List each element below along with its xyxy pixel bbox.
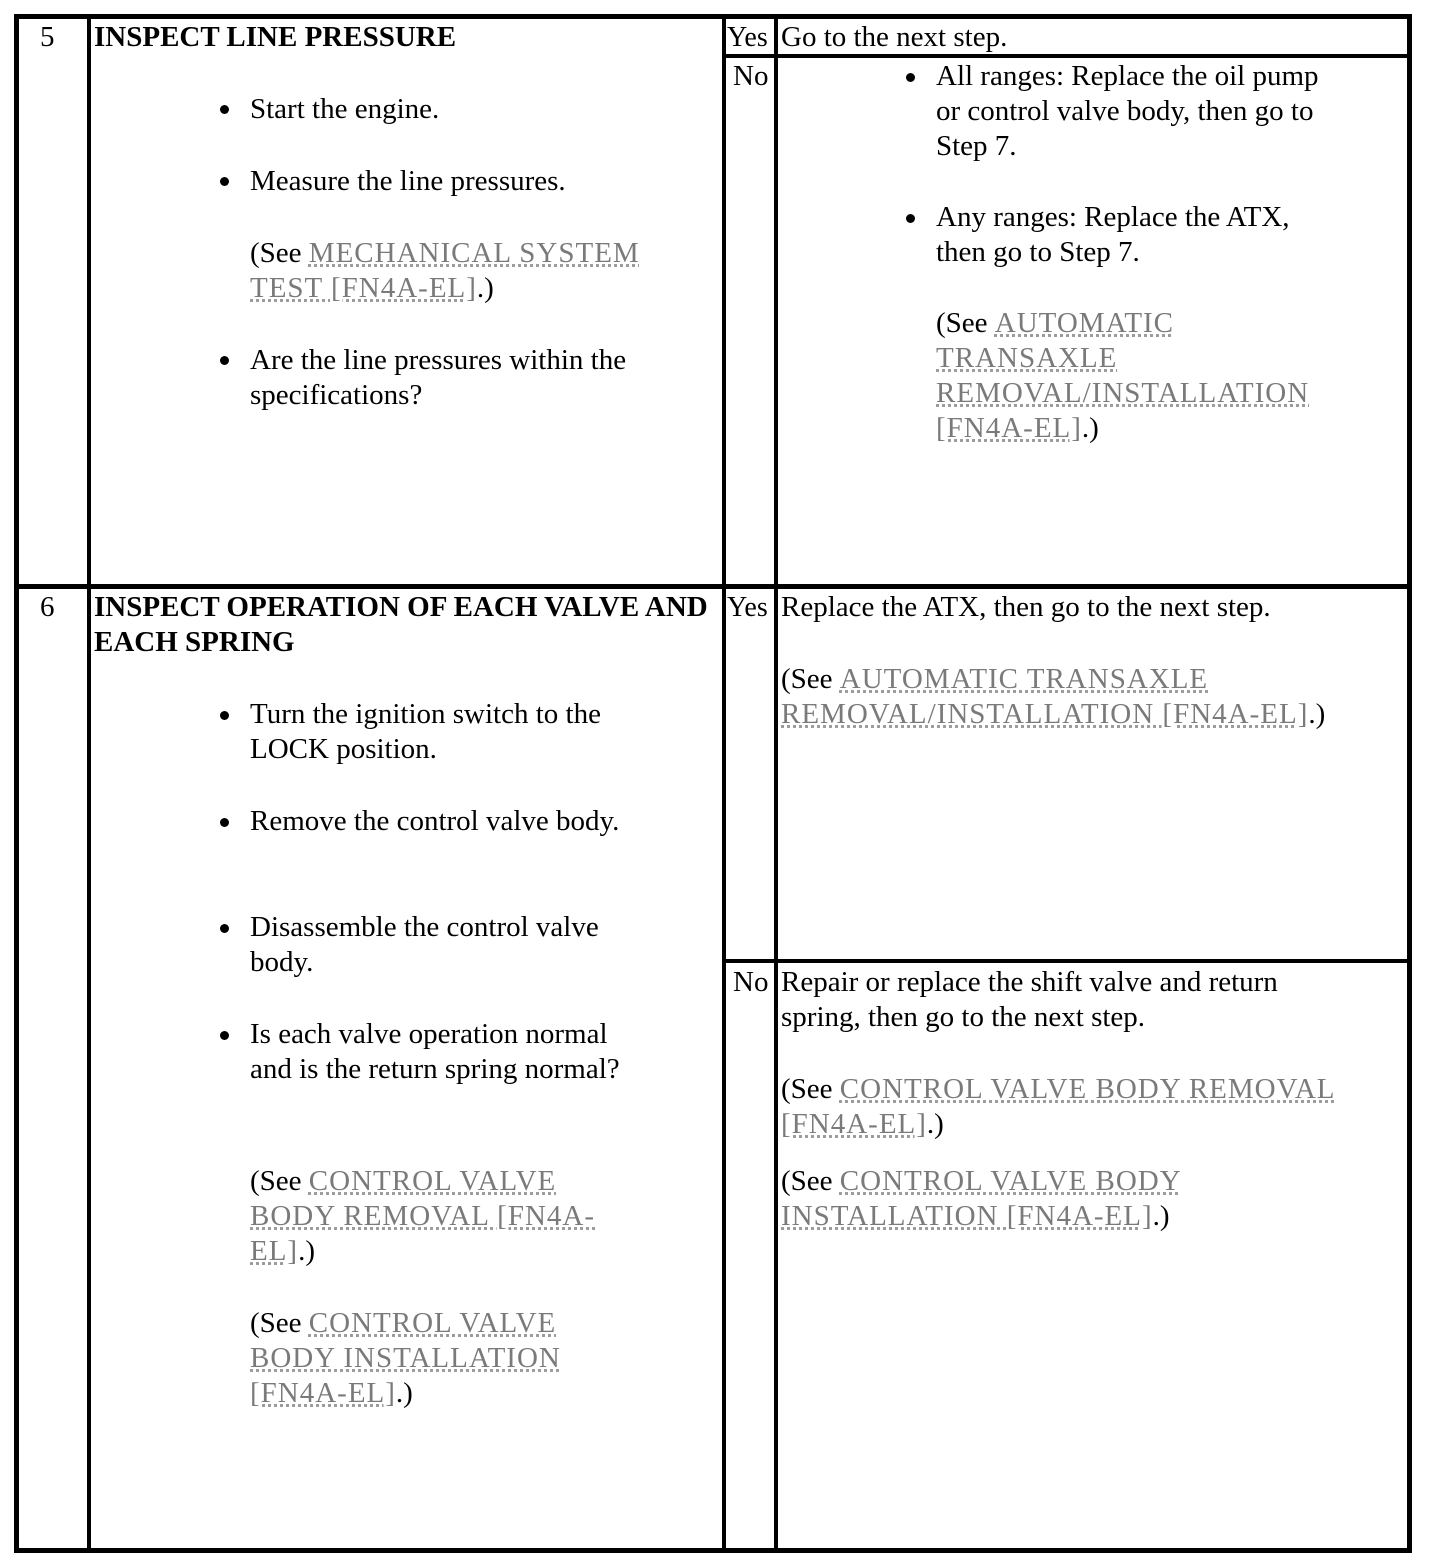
yes-label: Yes	[727, 592, 768, 623]
reference-prefix: (See	[250, 1165, 309, 1197]
list-item: Start the engine.	[250, 93, 440, 125]
reference-note	[250, 1164, 630, 1269]
list-item: All ranges: Replace the oil pump or control valve body, then go to Step 7.	[936, 60, 1319, 162]
row-divider-5-6	[14, 584, 1412, 589]
automatic-transaxle-removal-installation-link[interactable]: AUTOMATIC TRANSAXLE REMOVAL/INSTALLATION [FN4A-EL]	[936, 307, 1310, 444]
reference-prefix: (See	[250, 237, 309, 269]
bullet-icon	[906, 73, 915, 82]
control-valve-body-removal-link[interactable]: CONTROL VALVE BODY REMOVAL [FN4A-EL]	[781, 1073, 1336, 1140]
no-label: No	[733, 60, 769, 92]
reference-note	[781, 662, 1381, 732]
list-item: Turn the ignition switch to the LOCK position.	[250, 698, 601, 765]
step-number: 6	[40, 591, 55, 623]
table-border-right	[1407, 14, 1412, 1553]
yes-action: Replace the ATX, then go to the next step.	[781, 591, 1271, 623]
bullet-icon	[220, 818, 229, 827]
bullet-icon	[220, 1031, 229, 1040]
no-label: No	[733, 966, 769, 998]
reference-note	[781, 1164, 1241, 1234]
table-border-top	[14, 14, 1412, 19]
column-divider-step	[87, 14, 91, 1553]
reference-prefix: (See	[936, 307, 995, 339]
reference-suffix: .)	[1152, 1200, 1170, 1232]
mechanical-system-test-link[interactable]: MECHANICAL SYSTEM TEST [FN4A-EL]	[250, 237, 640, 304]
reference-prefix: (See	[781, 663, 840, 695]
list-item: Remove the control valve body.	[250, 805, 620, 837]
reference-note	[781, 1072, 1391, 1142]
column-divider-description	[722, 14, 726, 1553]
reference-prefix: (See	[250, 1307, 309, 1339]
control-valve-body-installation-link[interactable]: CONTROL VALVE BODY INSTALLATION [FN4A-EL]	[781, 1165, 1182, 1232]
table-border-left	[14, 14, 19, 1553]
reference-note	[936, 306, 1346, 446]
automatic-transaxle-removal-installation-link[interactable]: AUTOMATIC TRANSAXLE REMOVAL/INSTALLATION [FN4A-EL]	[781, 663, 1309, 730]
list-item: Disassemble the control valve body.	[250, 911, 599, 978]
reference-suffix: .)	[1308, 698, 1326, 730]
table-border-bottom	[14, 1548, 1412, 1553]
list-item: Any ranges: Replace the ATX, then go to Step 7.	[936, 201, 1290, 268]
bullet-icon	[220, 924, 229, 933]
row-divider-6-yes-no	[722, 959, 1412, 963]
bullet-icon	[906, 214, 915, 223]
bullet-icon	[220, 177, 229, 186]
bullet-icon	[220, 356, 229, 365]
step-title: INSPECT OPERATION OF EACH VALVE AND EACH SPRING	[94, 591, 708, 658]
bullet-icon	[220, 105, 229, 114]
list-item: Is each valve operation normal and is the return spring normal?	[250, 1018, 620, 1085]
reference-suffix: .)	[926, 1108, 944, 1140]
yes-action: Go to the next step.	[781, 21, 1008, 53]
list-item: Measure the line pressures.	[250, 165, 566, 197]
step-title: INSPECT LINE PRESSURE	[94, 21, 457, 53]
reference-suffix: .)	[395, 1377, 413, 1409]
reference-prefix: (See	[781, 1073, 840, 1105]
reference-suffix: .)	[298, 1235, 316, 1267]
column-divider-result	[774, 14, 778, 1553]
reference-note	[250, 236, 650, 306]
reference-suffix: .)	[476, 272, 494, 304]
control-valve-body-installation-link[interactable]: CONTROL VALVE BODY INSTALLATION [FN4A-EL]	[250, 1307, 561, 1409]
control-valve-body-removal-link[interactable]: CONTROL VALVE BODY REMOVAL [FN4A-EL]	[250, 1165, 595, 1267]
no-action: Repair or replace the shift valve and return spring, then go to the next step.	[781, 966, 1278, 1033]
step-number: 5	[40, 21, 55, 53]
yes-label: Yes	[727, 22, 768, 53]
reference-suffix: .)	[1081, 412, 1099, 444]
reference-note	[250, 1306, 630, 1411]
bullet-icon	[220, 711, 229, 720]
reference-prefix: (See	[781, 1165, 840, 1197]
list-item: Are the line pressures within the specifications?	[250, 344, 627, 411]
